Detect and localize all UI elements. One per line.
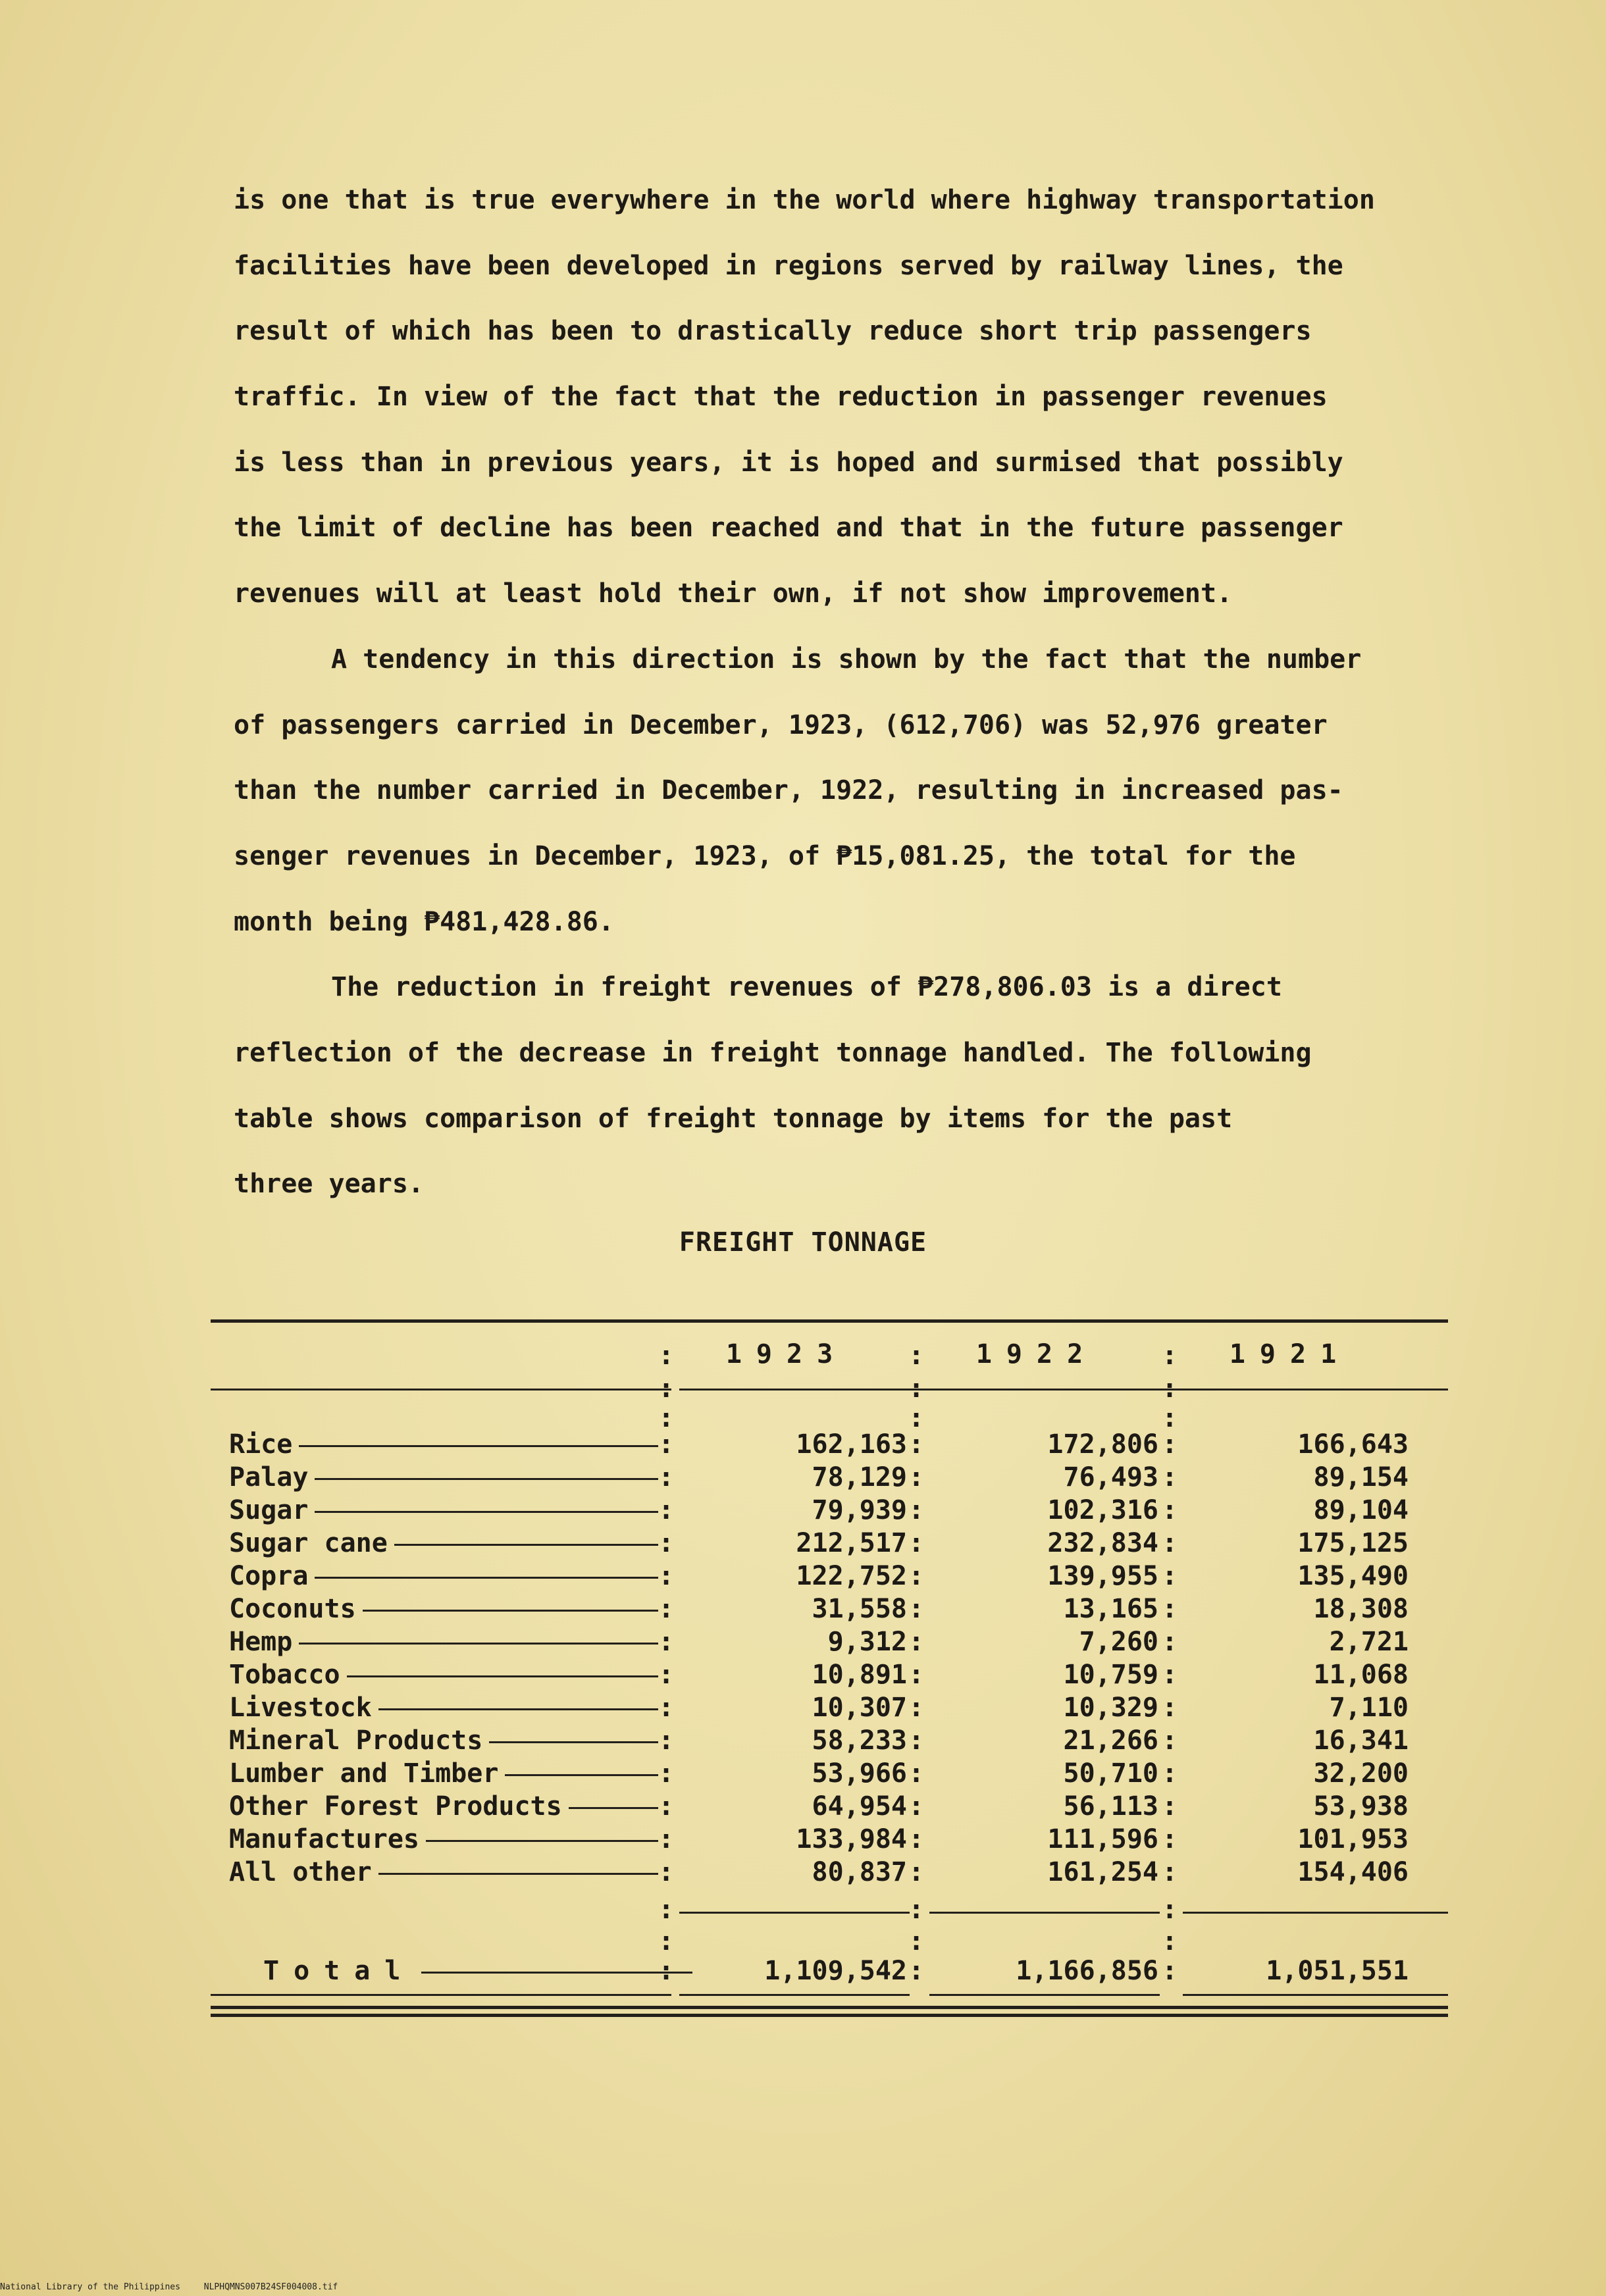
leader-dashes [421,1972,692,1974]
cell-value: 11,068 [1313,1660,1409,1690]
table-bottom-rule [211,2014,1448,2017]
cell-value: 133,984 [796,1824,907,1854]
body-text [234,168,1484,1217]
library-name: National Library of the Philippines [0,2282,180,2292]
table-row [211,1856,1448,1889]
leader-dashes [569,1807,658,1809]
text-line: revenues will at least hold their own, if not show improvement. [234,578,1233,609]
column-separator: : [1162,1725,1178,1756]
text-line: is one that is true everywhere in the world where highway transportation [234,185,1375,215]
leader-dashes [315,1478,658,1480]
row-label-text: Mineral Products [229,1725,483,1756]
total-underline [1183,1994,1448,1996]
text-line: A tendency in this direction is shown by the fact that the number [331,644,1362,675]
cell-value: 76,493 [1063,1462,1158,1492]
total-underline [211,1994,671,1996]
cell-value: 172,806 [1047,1429,1158,1460]
column-separator: : [908,1373,925,1404]
row-label [229,1823,677,1856]
row-label [229,1790,677,1823]
cell-value: 212,517 [796,1528,907,1558]
column-separator: : [658,1462,675,1492]
table-row [211,1494,1448,1527]
total-value: 1,166,856 [1016,1956,1158,1986]
column-separator: : [908,1561,925,1591]
cell-value: 161,254 [1047,1857,1158,1887]
column-separator: : [908,1594,925,1624]
cell-value: 79,939 [812,1495,907,1525]
row-label [229,1527,677,1560]
column-header-1922: 1922 [975,1339,1098,1369]
column-separator: : [908,1340,925,1371]
cell-value: 50,710 [1063,1758,1158,1789]
cell-value: 53,966 [812,1758,907,1789]
cell-value: 10,759 [1063,1660,1158,1690]
row-label [229,1461,677,1494]
table-row [211,1658,1448,1691]
cell-value: 13,165 [1063,1594,1158,1624]
column-separator: : [908,1758,925,1789]
text-line: month being ₱481,428.86. [234,906,614,937]
column-separator: : [908,1495,925,1525]
cell-value: 101,953 [1297,1824,1409,1854]
column-separator: : [658,1403,675,1433]
leader-dashes [489,1741,658,1743]
header-underline-right [679,1389,1448,1390]
leader-dashes [394,1544,658,1546]
row-label-text: Hemp [229,1627,293,1657]
row-label-text: Lumber and Timber [229,1758,499,1789]
row-label-text: Coconuts [229,1594,356,1624]
scan-footer [0,2282,356,2292]
column-separator: : [1162,1857,1178,1887]
column-separator: : [908,1926,925,1956]
cell-value: 78,129 [812,1462,907,1492]
table-row [211,1691,1448,1724]
row-label-text: Copra [229,1561,309,1591]
column-separator: : [658,1373,675,1404]
cell-value: 232,834 [1047,1528,1158,1558]
row-label-text: Sugar [229,1495,309,1525]
cell-value: 139,955 [1047,1561,1158,1591]
cell-value: 135,490 [1297,1561,1409,1591]
column-separator: : [658,1660,675,1690]
column-separator: : [658,1956,675,1986]
row-label [229,1856,677,1889]
column-separator: : [1162,1561,1178,1591]
cell-value: 122,752 [796,1561,907,1591]
row-label [229,1428,677,1461]
text-line: than the number carried in December, 1922, resulting in increased pas- [234,775,1343,806]
total-underline [679,1994,910,1996]
table-row [211,1461,1448,1494]
total-value: 1,051,551 [1266,1956,1409,1986]
cell-value: 31,558 [812,1594,907,1624]
table-row [211,1428,1448,1461]
cell-value: 175,125 [1297,1528,1409,1558]
column-separator: : [1162,1758,1178,1789]
cell-value: 32,200 [1313,1758,1409,1789]
table-bottom-rule [211,2006,1448,2009]
text-line: result of which has been to drastically reduce short trip passengers [234,316,1312,347]
table-title: FREIGHT TONNAGE [679,1227,927,1258]
column-separator: : [658,1594,675,1624]
column-separator: : [908,1429,925,1460]
row-label [229,1691,677,1724]
column-separator: : [658,1926,675,1956]
cell-value: 166,643 [1297,1429,1409,1460]
column-separator: : [1162,1340,1178,1371]
column-separator: : [1162,1373,1178,1404]
column-separator: : [908,1725,925,1756]
cell-value: 10,891 [812,1660,907,1690]
column-separator: : [658,1895,675,1925]
leader-dashes [363,1610,658,1612]
table-row [211,1527,1448,1560]
leader-dashes [378,1708,658,1710]
text-line: The reduction in freight revenues of ₱278,806.03 is a direct [331,972,1282,1003]
cell-value: 9,312 [827,1627,907,1657]
text-line: three years. [234,1169,424,1200]
table-row [211,1724,1448,1757]
cell-value: 64,954 [812,1791,907,1822]
column-separator: : [908,1956,925,1986]
row-label [229,1724,677,1757]
row-label-text: Rice [229,1429,293,1460]
cell-value: 53,938 [1313,1791,1409,1822]
row-label [229,1494,677,1527]
row-label [229,1625,677,1658]
column-separator: : [908,1528,925,1558]
column-separator: : [658,1693,675,1723]
column-separator: : [1162,1824,1178,1854]
table-row [211,1560,1448,1593]
row-label [229,1658,677,1691]
column-separator: : [658,1791,675,1822]
cell-value: 10,307 [812,1693,907,1723]
table-top-rule [211,1319,1448,1323]
text-line: table shows comparison of freight tonnage by items for the past [234,1103,1233,1134]
row-label-text: All other [229,1857,372,1887]
total-value: 1,109,542 [764,1956,907,1986]
column-header-1923: 1923 [725,1339,848,1369]
row-label [229,1593,677,1625]
column-separator: : [1162,1791,1178,1822]
text-line: senger revenues in December, 1923, of ₱15,081.25, the total for the [234,840,1296,871]
leader-dashes [378,1873,658,1875]
freight-tonnage-table [211,1319,1448,2033]
column-separator: : [658,1528,675,1558]
subtotal-rule [1183,1912,1448,1914]
column-separator: : [658,1758,675,1789]
cell-value: 89,104 [1313,1495,1409,1525]
row-label [229,1757,677,1790]
column-separator: : [908,1791,925,1822]
subtotal-rule [679,1912,910,1914]
row-label-text: Sugar cane [229,1528,388,1558]
total-row [211,1954,1448,1987]
column-separator: : [658,1725,675,1756]
text-line: reflection of the decrease in freight tonnage handled. The following [234,1037,1312,1068]
column-separator: : [908,1895,925,1925]
text-line: the limit of decline has been reached and that in the future passenger [234,513,1343,544]
subtotal-rule [929,1912,1160,1914]
table-row [211,1823,1448,1856]
column-separator: : [908,1693,925,1723]
leader-dashes [426,1840,658,1842]
cell-value: 56,113 [1063,1791,1158,1822]
column-separator: : [658,1824,675,1854]
cell-value: 7,260 [1079,1627,1158,1657]
total-underline [929,1994,1160,1996]
file-id: NLPHQMNS007B24SF004008.tif [203,2282,338,2292]
column-separator: : [1162,1926,1178,1956]
column-separator: : [908,1462,925,1492]
column-header-1921: 1921 [1229,1339,1351,1369]
leader-dashes [505,1774,658,1776]
cell-value: 111,596 [1047,1824,1158,1854]
leader-dashes [347,1675,658,1677]
column-separator: : [1162,1403,1178,1433]
leader-dashes [299,1445,658,1447]
column-separator: : [908,1627,925,1657]
column-separator: : [658,1495,675,1525]
column-separator: : [1162,1528,1178,1558]
row-label [229,1560,677,1593]
column-separator: : [1162,1429,1178,1460]
text-line: is less than in previous years, it is hoped and surmised that possibly [234,447,1343,478]
text-line: traffic. In view of the fact that the reduction in passenger revenues [234,382,1328,413]
cell-value: 7,110 [1329,1693,1409,1723]
total-label [263,1954,711,1987]
column-separator: : [1162,1660,1178,1690]
column-separator: : [908,1403,925,1433]
column-separator: : [908,1660,925,1690]
column-separator: : [658,1627,675,1657]
total-label-text: Total [263,1956,415,1986]
cell-value: 102,316 [1047,1495,1158,1525]
cell-value: 58,233 [812,1725,907,1756]
table-row [211,1625,1448,1658]
cell-value: 10,329 [1063,1693,1158,1723]
column-separator: : [1162,1956,1178,1986]
row-label-text: Palay [229,1462,309,1492]
column-separator: : [1162,1627,1178,1657]
cell-value: 2,721 [1329,1627,1409,1657]
row-label-text: Tobacco [229,1660,340,1690]
row-label-text: Manufactures [229,1824,419,1854]
column-separator: : [908,1824,925,1854]
column-separator: : [1162,1693,1178,1723]
column-separator: : [1162,1462,1178,1492]
table-row [211,1757,1448,1790]
table-row [211,1790,1448,1823]
cell-value: 21,266 [1063,1725,1158,1756]
leader-dashes [315,1511,658,1513]
header-underline-left [211,1389,671,1390]
column-separator: : [1162,1495,1178,1525]
cell-value: 162,163 [796,1429,907,1460]
text-line: facilities have been developed in regions served by railway lines, the [234,250,1343,281]
column-separator: : [658,1857,675,1887]
leader-dashes [299,1643,658,1645]
cell-value: 18,308 [1313,1594,1409,1624]
row-label-text: Other Forest Products [229,1791,562,1822]
text-line: of passengers carried in December, 1923, (612,706) was 52,976 greater [234,709,1328,740]
column-separator: : [658,1340,675,1371]
leader-dashes [315,1577,658,1579]
cell-value: 154,406 [1297,1857,1409,1887]
column-separator: : [658,1429,675,1460]
column-separator: : [658,1561,675,1591]
row-label-text: Livestock [229,1693,372,1723]
table-row [211,1593,1448,1625]
column-separator: : [908,1857,925,1887]
column-separator: : [1162,1895,1178,1925]
column-separator: : [1162,1594,1178,1624]
cell-value: 89,154 [1313,1462,1409,1492]
cell-value: 16,341 [1313,1725,1409,1756]
cell-value: 80,837 [812,1857,907,1887]
